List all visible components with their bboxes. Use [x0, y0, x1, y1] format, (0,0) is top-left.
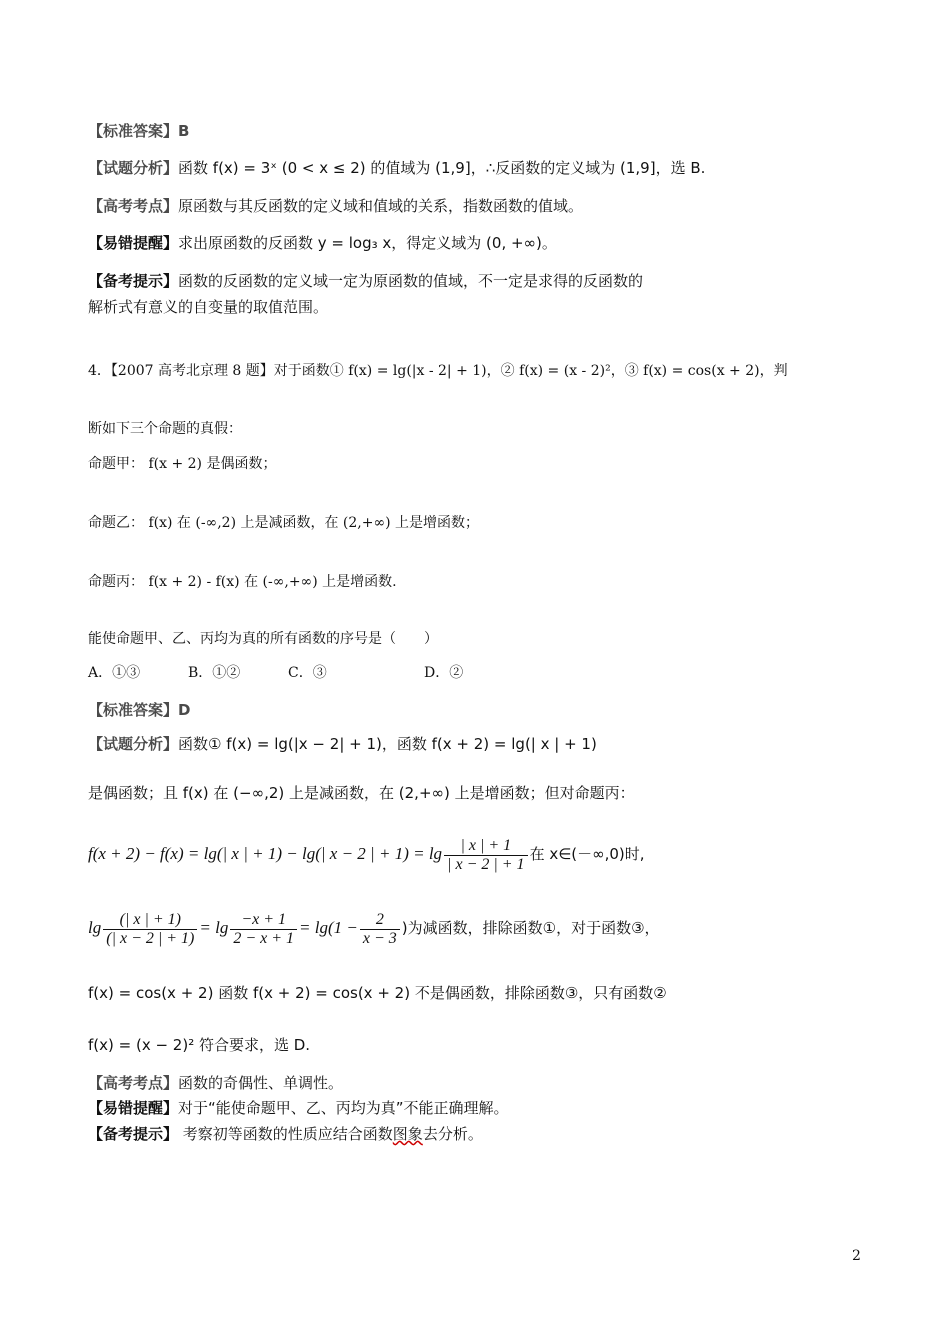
eq1-denominator: | x − 2 | + 1	[447, 855, 525, 873]
q3-point	[88, 195, 583, 217]
q4-analysis-4: f(x) = (x − 2)² 符合要求，选 D.	[88, 1036, 311, 1054]
q4-answer	[88, 699, 190, 721]
q3-point-label: 【高考考点】	[88, 197, 179, 215]
q4-warn-label: 【易错提醒】	[88, 1099, 179, 1117]
q4-warn-text: 对于“能使命题甲、乙、丙均为真”不能正确理解。	[178, 1099, 509, 1117]
eq2-den-1: (| x − 2 | + 1)	[106, 929, 195, 947]
q4-point-text: 函数的奇偶性、单调性。	[178, 1074, 344, 1092]
eq2-right: )为减函数，排除函数①，对于函数③，	[401, 919, 660, 937]
q4-options	[88, 662, 463, 684]
eq2-num-2: −x + 1	[230, 911, 297, 930]
q4-analysis	[88, 733, 597, 755]
eq2-den-2: 2 − x + 1	[233, 929, 295, 947]
q4-prep-text-a: 考察初等函数的性质应结合函数	[178, 1125, 393, 1143]
q4-prep-label: 【备考提示】	[88, 1125, 179, 1143]
q3-warn-label: 【易错提醒】	[88, 234, 179, 252]
q4-analysis-label: 【试题分析】	[88, 735, 179, 753]
q4-equation-2	[88, 906, 660, 950]
q3-answer	[88, 120, 189, 142]
q3-prep	[88, 270, 643, 292]
q3-answer-label: 【标准答案】	[88, 122, 179, 140]
eq2-fraction-2	[230, 911, 297, 948]
eq2-den-3: x − 3	[362, 929, 397, 947]
q4-prep	[88, 1123, 483, 1145]
q4-prop-b: 命题乙： f(x) 在 (-∞,2) 上是减函数，在 (2,+∞) 上是增函数；	[88, 515, 480, 531]
eq1-fraction	[444, 837, 528, 874]
q4-analysis-2: 是偶函数；且 f(x) 在 (−∞,2) 上是减函数，在 (2,+∞) 上是增函数；但对命题丙：	[88, 784, 635, 802]
eq2-lg: lg	[88, 918, 102, 937]
q3-prep-text-2: 解析式有意义的自变量的取值范围。	[88, 298, 329, 316]
q4-point-label: 【高考考点】	[88, 1074, 179, 1092]
q4-option-a: A．①③	[88, 665, 141, 681]
q3-point-text: 原函数与其反函数的定义域和值域的关系，指数函数的值域。	[178, 197, 584, 215]
eq2-fraction-1	[103, 911, 197, 948]
q4-ask: 能使命题甲、乙、丙均为真的所有函数的序号是（ ）	[88, 631, 438, 647]
page-number: 2	[852, 1248, 861, 1264]
q3-analysis	[88, 157, 705, 179]
eq2-num-3: 2	[360, 911, 400, 930]
q4-option-b: B．①②	[188, 665, 241, 681]
q3-analysis-text: 函数 f(x) = 3ˣ (0 < x ≤ 2) 的值域为 (1,9]，∴反函数的定义域为 (1,9]，选 B.	[178, 159, 706, 177]
q4-answer-label: 【标准答案】	[88, 701, 179, 719]
q4-stem-2: 断如下三个命题的真假：	[88, 421, 242, 437]
q4-option-d: D．②	[424, 665, 464, 681]
q4-analysis-3: f(x) = cos(x + 2) 函数 f(x + 2) = cos(x + 2) 不是偶函数，排除函数③，只有函数②	[88, 984, 667, 1002]
q4-prop-c: 命题丙： f(x + 2) - f(x) 在 (-∞,+∞) 上是增函数.	[88, 574, 397, 590]
q3-analysis-label: 【试题分析】	[88, 159, 179, 177]
eq1-right: 在 x∈(－∞,0)时,	[529, 845, 645, 863]
q4-prep-text-b: 图象	[392, 1125, 423, 1143]
q3-prep-label: 【备考提示】	[88, 272, 179, 290]
q4-analysis-1: 函数① f(x) = lg(|x − 2| + 1)，函数 f(x + 2) = lg(| x | + 1)	[178, 735, 597, 753]
q4-answer-value: D	[178, 701, 191, 719]
q4-option-c: C．③	[288, 665, 327, 681]
q3-warn	[88, 232, 557, 254]
q4-equation-1	[88, 832, 645, 876]
eq2-fraction-3	[360, 911, 400, 948]
q4-stem-1: 4．【2007 高考北京理 8 题】对于函数① f(x) = lg(|x - 2| + 1)，② f(x) = (x - 2)²，③ f(x) = cos(x + 2)，判	[88, 363, 788, 379]
q4-prep-text-c: 去分析。	[422, 1125, 483, 1143]
eq2-num-1: (| x | + 1)	[103, 911, 197, 930]
eq2-mid: = lg	[199, 918, 229, 937]
eq1-numerator: | x | + 1	[444, 837, 528, 856]
q4-point	[88, 1072, 343, 1094]
q3-answer-value: B	[178, 122, 190, 140]
q4-prop-a: 命题甲： f(x + 2) 是偶函数；	[88, 456, 277, 472]
eq1-left: f(x + 2) − f(x) = lg(| x | + 1) − lg(| x − 2 | + 1) = lg	[88, 844, 443, 863]
q3-prep-text-1: 函数的反函数的定义域一定为原函数的值域，不一定是求得的反函数的	[178, 272, 644, 290]
q3-warn-text: 求出原函数的反函数 y = log₃ x，得定义域为 (0, +∞)。	[178, 234, 557, 252]
q4-warn	[88, 1097, 509, 1119]
eq2-mid-2: = lg(1 −	[299, 918, 358, 937]
